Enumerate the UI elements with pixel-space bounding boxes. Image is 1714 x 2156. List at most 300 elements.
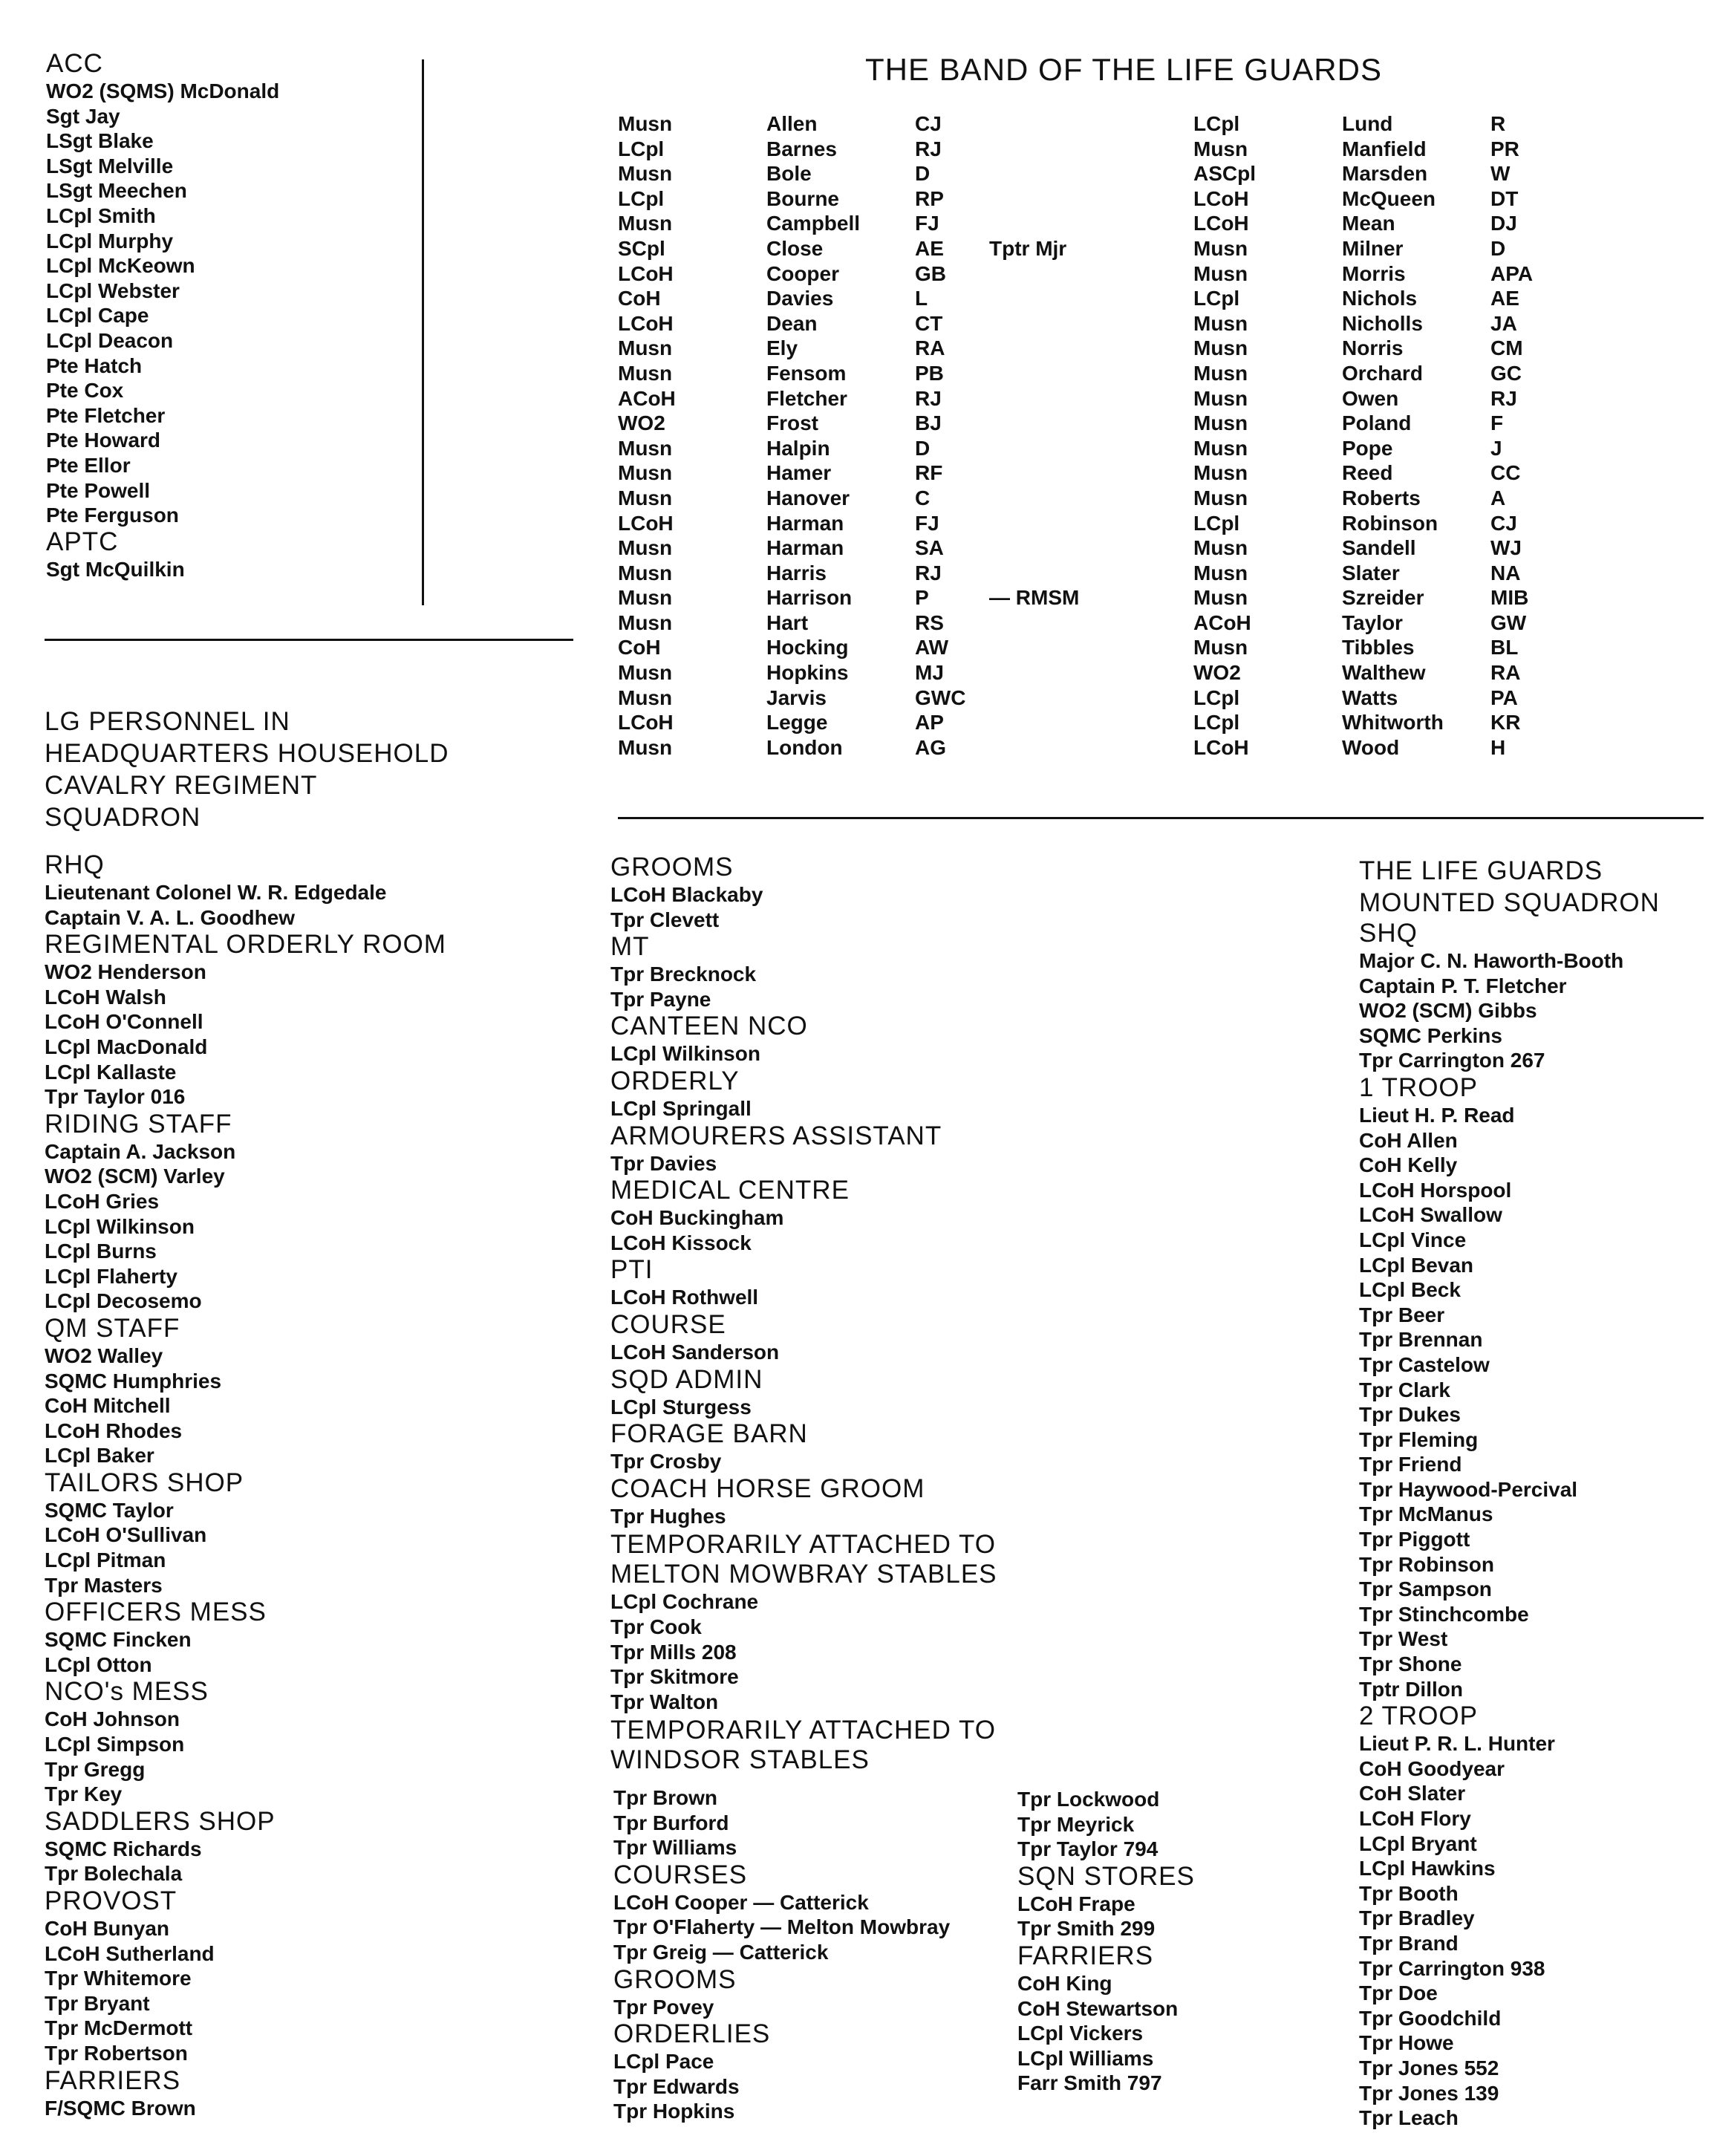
band-member-note bbox=[989, 186, 1108, 212]
band-member-init: PA bbox=[1490, 685, 1518, 709]
section-heading: MEDICAL CENTRE bbox=[610, 1176, 850, 1205]
band-member-row bbox=[618, 336, 1108, 361]
name-entry: LCpl Burns bbox=[45, 1240, 157, 1263]
band-member-init: RJ bbox=[915, 386, 942, 410]
band-member-rank: Musn bbox=[618, 212, 673, 235]
band-member-init: RP bbox=[915, 186, 944, 210]
band-member-name: Morris bbox=[1342, 261, 1406, 285]
name-entry: Pte Fletcher bbox=[46, 403, 166, 427]
name-entry: Captain P. T. Fletcher bbox=[1359, 974, 1567, 997]
band-member-note bbox=[989, 211, 1108, 236]
band-member-rank: Musn bbox=[618, 586, 673, 610]
band-member-name: Dean bbox=[766, 311, 818, 335]
band-member-row bbox=[1193, 411, 1580, 436]
name-entry: Pte Ferguson bbox=[46, 504, 179, 527]
band-member-note bbox=[989, 511, 1108, 536]
band-member-rank: Musn bbox=[618, 461, 673, 485]
name-entry: WO2 (SCM) Gibbs bbox=[1359, 999, 1537, 1023]
name-entry: LCpl Hawkins bbox=[1359, 1857, 1496, 1880]
band-member-init: NA bbox=[1490, 561, 1521, 584]
band-member-rank: Musn bbox=[618, 561, 673, 584]
name-entry: Tpr Booth bbox=[1359, 1881, 1459, 1905]
band-member-rank: Musn bbox=[618, 610, 673, 634]
band-member-init: D bbox=[1490, 236, 1506, 260]
band-member-row bbox=[1193, 111, 1580, 137]
band-member-rank: Musn bbox=[1193, 486, 1248, 509]
band-member-rank: Musn bbox=[1193, 586, 1248, 610]
band-member-name: Hopkins bbox=[766, 661, 849, 685]
band-member-name: London bbox=[766, 735, 843, 759]
name-entry: LSgt Melville bbox=[46, 154, 174, 178]
band-member-row bbox=[618, 186, 1108, 212]
band-member-row bbox=[1193, 685, 1580, 711]
band-member-row bbox=[1193, 710, 1580, 735]
band-member-row bbox=[618, 261, 1108, 287]
band-member-init: RJ bbox=[915, 137, 942, 160]
band-member-init: DT bbox=[1490, 186, 1519, 210]
band-member-rank: Musn bbox=[618, 336, 673, 360]
band-member-init: D bbox=[915, 162, 931, 186]
name-entry: LCpl Pitman bbox=[45, 1548, 166, 1572]
band-member-name: Manfield bbox=[1342, 137, 1427, 160]
name-entry: CoH Goodyear bbox=[1359, 1756, 1505, 1780]
name-entry: LCpl Cochrane bbox=[610, 1590, 759, 1614]
band-member-rank: Musn bbox=[618, 685, 673, 709]
band-member-init: F bbox=[1490, 411, 1504, 435]
band-member-row bbox=[1193, 286, 1580, 311]
band-member-note: — RMSM bbox=[989, 586, 1080, 610]
name-entry: LCoH Rhodes bbox=[45, 1419, 183, 1442]
name-entry: SQMC Richards bbox=[45, 1837, 202, 1860]
section-heading: TEMPORARILY ATTACHED TO bbox=[610, 1716, 996, 1745]
band-member-name: Mean bbox=[1342, 212, 1395, 235]
name-entry: Tpr Walton bbox=[610, 1690, 719, 1713]
band-member-row bbox=[1193, 386, 1580, 411]
band-member-row bbox=[618, 535, 1108, 561]
band-member-row bbox=[618, 610, 1108, 636]
band-member-row bbox=[618, 361, 1108, 386]
band-member-row bbox=[618, 660, 1108, 685]
name-entry: CoH Mitchell bbox=[45, 1394, 171, 1418]
name-entry: LCoH Flory bbox=[1359, 1807, 1471, 1830]
band-member-note bbox=[989, 660, 1108, 685]
name-entry: Tpr Piggott bbox=[1359, 1528, 1470, 1551]
name-entry: Tpr Castelow bbox=[1359, 1352, 1490, 1376]
band-member-note bbox=[989, 735, 1108, 761]
band-member-row bbox=[1193, 561, 1580, 586]
section-heading: PROVOST bbox=[45, 1886, 177, 1915]
band-member-rank: LCpl bbox=[618, 137, 665, 160]
name-entry: Tpr Brand bbox=[1359, 1931, 1459, 1955]
band-member-name: Nicholls bbox=[1342, 311, 1423, 335]
band-member-name: Orchard bbox=[1342, 361, 1423, 385]
name-entry: Tpr Fleming bbox=[1359, 1427, 1479, 1451]
name-entry: LCoH Horspool bbox=[1359, 1178, 1512, 1202]
band-member-rank: Musn bbox=[1193, 386, 1248, 410]
band-member-init: H bbox=[1490, 735, 1506, 759]
band-member-row bbox=[1193, 436, 1580, 461]
mounted-squadron-title: THE LIFE GUARDS bbox=[1359, 856, 1603, 885]
band-member-rank: LCoH bbox=[618, 261, 674, 285]
name-entry: CoH Bunyan bbox=[45, 1917, 169, 1940]
name-entry: Pte Hatch bbox=[46, 354, 143, 377]
band-member-rank: WO2 bbox=[1193, 661, 1241, 685]
name-entry: CoH Johnson bbox=[45, 1707, 180, 1731]
name-entry: LCoH Sanderson bbox=[610, 1340, 780, 1364]
section-heading: COURSES bbox=[613, 1860, 748, 1889]
name-entry: Tpr Payne bbox=[610, 987, 711, 1011]
band-member-name: Reed bbox=[1342, 461, 1393, 485]
band-member-rank: Musn bbox=[618, 361, 673, 385]
band-member-rank: Musn bbox=[1193, 561, 1248, 584]
name-entry: Pte Howard bbox=[46, 429, 161, 452]
band-member-init: CC bbox=[1490, 461, 1521, 485]
name-entry: Tpr Mills 208 bbox=[610, 1640, 737, 1664]
band-member-name: Slater bbox=[1342, 561, 1400, 584]
band-member-init: AE bbox=[915, 236, 944, 260]
name-entry: Tpr Bradley bbox=[1359, 1906, 1475, 1930]
band-member-rank: LCoH bbox=[618, 511, 674, 535]
band-member-rank: Musn bbox=[1193, 411, 1248, 435]
band-member-rank: LCpl bbox=[1193, 511, 1240, 535]
name-entry: Tpr Bryant bbox=[45, 1991, 150, 2015]
band-member-row bbox=[1193, 511, 1580, 536]
aptc-list bbox=[46, 557, 417, 582]
lg-personnel-title-line: LG PERSONNEL IN bbox=[45, 707, 290, 736]
band-member-row bbox=[1193, 211, 1580, 236]
name-entry: LCpl Pace bbox=[613, 2050, 714, 2074]
band-member-init: W bbox=[1490, 162, 1511, 186]
band-member-name: Harman bbox=[766, 511, 844, 535]
band-member-rank: Musn bbox=[1193, 461, 1248, 485]
band-member-init: DJ bbox=[1490, 212, 1517, 235]
section-heading: FORAGE BARN bbox=[610, 1419, 808, 1449]
band-member-name: Close bbox=[766, 236, 824, 260]
name-entry: Tpr Clevett bbox=[610, 908, 720, 931]
section-heading: 2 TROOP bbox=[1359, 1701, 1479, 1731]
band-member-row bbox=[1193, 535, 1580, 561]
section-heading: SADDLERS SHOP bbox=[45, 1806, 276, 1836]
band-member-note bbox=[989, 161, 1108, 186]
band-member-row bbox=[618, 735, 1108, 761]
band-member-init: MJ bbox=[915, 661, 944, 685]
band-member-row bbox=[1193, 336, 1580, 361]
band-member-init: GW bbox=[1490, 610, 1527, 634]
band-member-name: Harrison bbox=[766, 586, 853, 610]
name-entry: Captain A. Jackson bbox=[45, 1139, 236, 1163]
name-entry: LSgt Blake bbox=[46, 129, 154, 153]
band-member-note: Tptr Mjr bbox=[989, 236, 1067, 260]
band-member-row bbox=[1193, 635, 1580, 660]
band-member-rank: Musn bbox=[618, 536, 673, 560]
name-entry: Tpr Stinchcombe bbox=[1359, 1602, 1529, 1626]
section-heading: SQD ADMIN bbox=[610, 1364, 763, 1394]
name-entry: Tpr Bolechala bbox=[45, 1862, 183, 1886]
band-member-rank: LCpl bbox=[1193, 711, 1240, 735]
band-member-name: Milner bbox=[1342, 236, 1404, 260]
name-entry: Tpr Leach bbox=[1359, 2106, 1459, 2130]
band-member-rank: Musn bbox=[1193, 361, 1248, 385]
band-member-name: Sandell bbox=[1342, 536, 1416, 560]
name-entry: LCoH O'Connell bbox=[45, 1010, 203, 1034]
band-member-name: Fensom bbox=[766, 361, 847, 385]
section-heading: COURSE bbox=[610, 1309, 726, 1339]
section-heading: MT bbox=[610, 932, 650, 962]
band-member-row bbox=[618, 635, 1108, 660]
band-member-row bbox=[618, 311, 1108, 336]
name-entry: Tpr Doe bbox=[1359, 1981, 1438, 2005]
band-member-rank: Musn bbox=[618, 162, 673, 186]
section-heading: CANTEEN NCO bbox=[610, 1012, 808, 1041]
band-member-note bbox=[989, 311, 1108, 336]
name-entry: Tpr Edwards bbox=[613, 2074, 740, 2098]
band-member-note bbox=[989, 386, 1108, 411]
section-heading: 1 TROOP bbox=[1359, 1072, 1479, 1102]
band-member-note bbox=[989, 261, 1108, 287]
band-member-note bbox=[989, 286, 1108, 311]
name-entry: F/SQMC Brown bbox=[45, 2096, 196, 2120]
band-member-init: D bbox=[915, 436, 931, 460]
band-member-name: Davies bbox=[766, 287, 834, 310]
band-member-init: RJ bbox=[1490, 386, 1517, 410]
name-entry: Tpr McManus bbox=[1359, 1502, 1493, 1526]
band-member-rank: Musn bbox=[618, 735, 673, 759]
name-entry: LCpl Wilkinson bbox=[610, 1042, 760, 1066]
band-member-row bbox=[618, 161, 1108, 186]
band-member-note bbox=[989, 710, 1108, 735]
band-member-init: RJ bbox=[915, 561, 942, 584]
band-member-row bbox=[1193, 486, 1580, 511]
band-member-name: Robinson bbox=[1342, 511, 1438, 535]
band-member-note bbox=[989, 535, 1108, 561]
name-entry: Tpr Cook bbox=[610, 1615, 702, 1638]
section-heading: FARRIERS bbox=[45, 2065, 181, 2095]
band-member-rank: LCpl bbox=[618, 186, 665, 210]
band-member-note bbox=[989, 460, 1108, 486]
band-member-name: McQueen bbox=[1342, 186, 1436, 210]
band-member-init: C bbox=[915, 486, 931, 509]
name-entry: Tpr Smith 299 bbox=[1017, 1917, 1156, 1941]
name-entry: Tpr Gregg bbox=[45, 1757, 146, 1781]
name-entry: Lieut H. P. Read bbox=[1359, 1103, 1515, 1127]
name-entry: Tpr Davies bbox=[610, 1151, 717, 1175]
section-heading: OFFICERS MESS bbox=[45, 1598, 267, 1627]
band-member-init: PB bbox=[915, 361, 944, 385]
name-entry: LCpl Williams bbox=[1017, 2046, 1154, 2070]
section-heading: QM STAFF bbox=[45, 1313, 180, 1343]
band-member-init: CJ bbox=[915, 112, 942, 135]
name-entry: SQMC Taylor bbox=[45, 1498, 174, 1522]
col2-sections bbox=[610, 853, 1145, 1775]
name-entry: LCoH Sutherland bbox=[45, 1941, 215, 1965]
band-member-row bbox=[618, 386, 1108, 411]
band-member-row bbox=[618, 511, 1108, 536]
band-member-rank: WO2 bbox=[618, 411, 665, 435]
name-entry: LCpl Baker bbox=[45, 1444, 154, 1468]
name-entry: Pte Ellor bbox=[46, 453, 131, 477]
name-entry: Tpr Masters bbox=[45, 1573, 163, 1597]
section-heading: GROOMS bbox=[613, 1964, 737, 1994]
band-member-init: CM bbox=[1490, 336, 1523, 360]
windsor-section bbox=[613, 1785, 1014, 2124]
band-member-name: Allen bbox=[766, 112, 818, 135]
band-member-name: Ely bbox=[766, 336, 798, 360]
band-member-row bbox=[618, 460, 1108, 486]
band-member-row bbox=[1193, 735, 1580, 761]
band-member-name: Pope bbox=[1342, 436, 1393, 460]
name-entry: Tpr Beer bbox=[1359, 1303, 1445, 1326]
band-member-rank: Musn bbox=[618, 661, 673, 685]
band-member-name: Jarvis bbox=[766, 685, 827, 709]
section-heading: COACH HORSE GROOM bbox=[610, 1473, 925, 1503]
band-member-row bbox=[1193, 460, 1580, 486]
band-member-note bbox=[989, 137, 1108, 162]
aptc-heading: APTC bbox=[46, 527, 119, 556]
name-entry: Tpr Jones 139 bbox=[1359, 2081, 1499, 2105]
band-member-rank: Musn bbox=[1193, 436, 1248, 460]
name-entry: Tpr Skitmore bbox=[610, 1665, 739, 1689]
name-entry: Tpr Brown bbox=[613, 1786, 717, 1809]
name-entry: SQMC Perkins bbox=[1359, 1023, 1502, 1047]
band-member-rank: LCpl bbox=[1193, 112, 1240, 135]
band-member-name: Szreider bbox=[1342, 586, 1424, 610]
section-heading: TEMPORARILY ATTACHED TO bbox=[610, 1530, 996, 1560]
section-heading: ARMOURERS ASSISTANT bbox=[610, 1121, 942, 1150]
name-entry: WO2 Walley bbox=[45, 1344, 163, 1367]
name-entry: CoH Buckingham bbox=[610, 1206, 784, 1230]
band-member-rank: LCoH bbox=[1193, 212, 1249, 235]
band-member-name: Hamer bbox=[766, 461, 832, 485]
band-member-row bbox=[1193, 186, 1580, 212]
band-member-name: Marsden bbox=[1342, 162, 1428, 186]
name-entry: Tpr Burford bbox=[613, 1811, 729, 1834]
name-entry: CoH Slater bbox=[1359, 1782, 1466, 1805]
band-member-row bbox=[1193, 236, 1580, 261]
name-entry: Tpr Sampson bbox=[1359, 1577, 1492, 1601]
name-entry: LCpl Springall bbox=[610, 1096, 752, 1120]
band-member-name: Hanover bbox=[766, 486, 850, 509]
band-member-name: Lund bbox=[1342, 112, 1393, 135]
left-divider-rule bbox=[45, 639, 573, 641]
band-member-name: Campbell bbox=[766, 212, 861, 235]
band-member-name: Hart bbox=[766, 610, 809, 634]
name-entry: Sgt McQuilkin bbox=[46, 557, 185, 581]
name-entry: Tpr West bbox=[1359, 1627, 1448, 1651]
band-member-rank: LCoH bbox=[1193, 186, 1249, 210]
band-member-init: RF bbox=[915, 461, 943, 485]
band-member-note bbox=[989, 111, 1108, 137]
name-entry: Major C. N. Haworth-Booth bbox=[1359, 949, 1624, 972]
name-entry: LCoH Swallow bbox=[1359, 1203, 1502, 1227]
name-entry: Tpr Whitemore bbox=[45, 1967, 192, 1990]
band-member-name: Taylor bbox=[1342, 610, 1403, 634]
section-heading: SQN STORES bbox=[1017, 1861, 1195, 1891]
band-member-init: AE bbox=[1490, 287, 1519, 310]
band-member-name: Walthew bbox=[1342, 661, 1426, 685]
name-entry: LCpl McKeown bbox=[46, 254, 195, 278]
band-member-row bbox=[618, 236, 1108, 261]
name-entry: CoH Stewartson bbox=[1017, 1996, 1179, 2020]
band-member-name: Whitworth bbox=[1342, 711, 1444, 735]
band-member-row bbox=[618, 137, 1108, 162]
band-member-row bbox=[1193, 610, 1580, 636]
band-member-name: Norris bbox=[1342, 336, 1404, 360]
band-member-name: Poland bbox=[1342, 411, 1412, 435]
band-member-rank: Musn bbox=[618, 486, 673, 509]
name-entry: SQMC Fincken bbox=[45, 1628, 192, 1652]
band-member-row bbox=[1193, 585, 1580, 610]
band-member-init: KR bbox=[1490, 711, 1521, 735]
band-member-rank: LCoH bbox=[618, 311, 674, 335]
lg-personnel-title-line: HEADQUARTERS HOUSEHOLD bbox=[45, 739, 449, 768]
name-entry: WO2 (SCM) Varley bbox=[45, 1165, 225, 1188]
band-member-init: WJ bbox=[1490, 536, 1522, 560]
col3-section bbox=[1017, 1787, 1314, 2096]
name-entry: LCpl Murphy bbox=[46, 229, 174, 253]
name-entry: LCpl Bryant bbox=[1359, 1831, 1477, 1855]
band-member-name: Bourne bbox=[766, 186, 839, 210]
name-entry: Tpr Crosby bbox=[610, 1450, 722, 1473]
name-entry: LCpl Bevan bbox=[1359, 1253, 1474, 1277]
name-entry: Pte Powell bbox=[46, 478, 151, 502]
band-member-rank: SCpl bbox=[618, 236, 665, 260]
band-member-name: Legge bbox=[766, 711, 828, 735]
name-entry: LCoH Gries bbox=[45, 1189, 160, 1213]
name-entry: LCpl Vince bbox=[1359, 1228, 1467, 1251]
name-entry: Tpr Brecknock bbox=[610, 963, 757, 986]
band-member-row bbox=[618, 411, 1108, 436]
name-entry: LCpl Kallaste bbox=[45, 1060, 177, 1084]
mounted-squadron-title: MOUNTED SQUADRON bbox=[1359, 888, 1660, 917]
name-entry: LCoH Walsh bbox=[45, 985, 166, 1009]
band-member-name: Harman bbox=[766, 536, 844, 560]
band-member-rank: LCoH bbox=[1193, 735, 1249, 759]
band-member-rank: Musn bbox=[1193, 137, 1248, 160]
band-member-init: AP bbox=[915, 711, 944, 735]
band-title: THE BAND OF THE LIFE GUARDS bbox=[865, 52, 1382, 87]
name-entry: LCoH Blackaby bbox=[610, 883, 763, 906]
band-member-name: Halpin bbox=[766, 436, 830, 460]
band-member-row bbox=[618, 685, 1108, 711]
name-entry: Tpr Carrington 938 bbox=[1359, 1956, 1545, 1980]
band-member-name: Owen bbox=[1342, 386, 1399, 410]
band-member-init: JA bbox=[1490, 311, 1517, 335]
name-entry: LCpl Simpson bbox=[45, 1733, 185, 1756]
name-entry: Tpr Brennan bbox=[1359, 1328, 1483, 1352]
mounted-squadron-section bbox=[1359, 855, 1708, 2131]
name-entry: Tpr Meyrick bbox=[1017, 1812, 1135, 1836]
name-entry: LCpl Wilkinson bbox=[45, 1214, 195, 1238]
band-member-note bbox=[989, 411, 1108, 436]
band-member-rank: CoH bbox=[618, 636, 661, 659]
band-member-row bbox=[618, 710, 1108, 735]
band-member-row bbox=[618, 111, 1108, 137]
name-entry: WO2 (SQMS) McDonald bbox=[46, 79, 280, 102]
band-member-row bbox=[1193, 311, 1580, 336]
band-member-note bbox=[989, 610, 1108, 636]
name-entry: Tpr Robertson bbox=[45, 2041, 188, 2065]
band-member-rank: ACoH bbox=[1193, 610, 1251, 634]
name-entry: LCpl Vickers bbox=[1017, 2022, 1144, 2045]
band-member-row bbox=[618, 486, 1108, 511]
band-member-note bbox=[989, 336, 1108, 361]
band-member-rank: LCoH bbox=[618, 711, 674, 735]
band-member-init: P bbox=[915, 586, 929, 610]
name-entry: LCpl Beck bbox=[1359, 1278, 1461, 1302]
band-member-init: BL bbox=[1490, 636, 1519, 659]
band-member-note bbox=[989, 486, 1108, 511]
band-member-row bbox=[618, 561, 1108, 586]
